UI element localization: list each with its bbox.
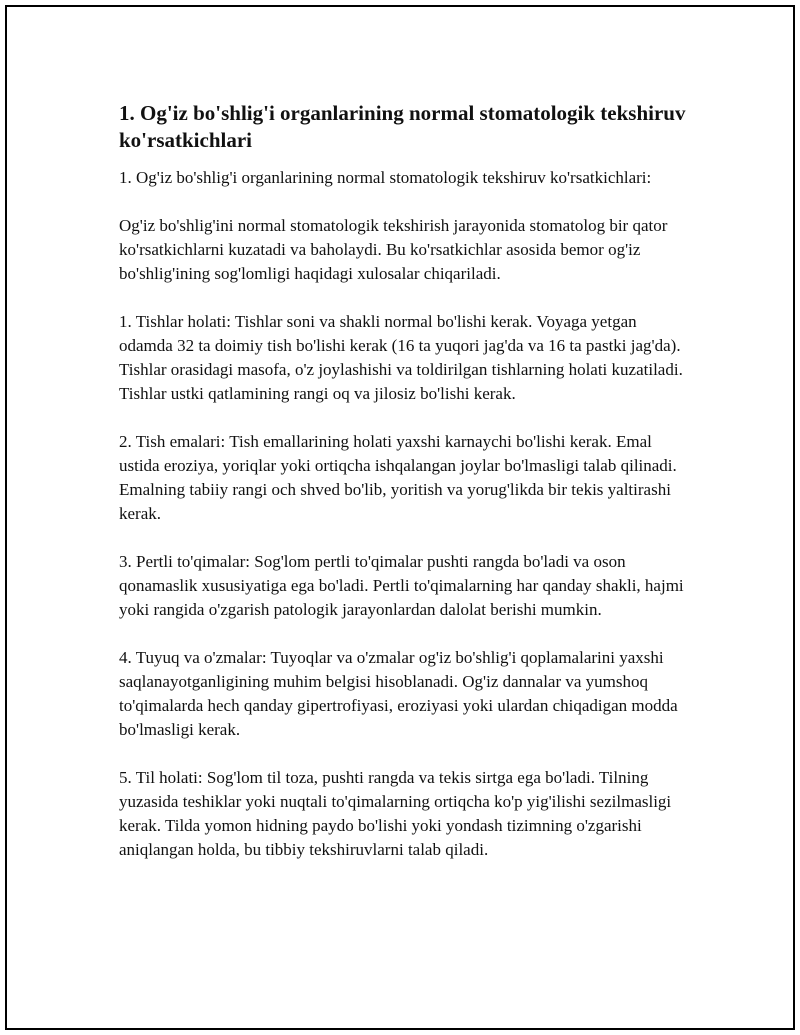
paragraph-mucosa: 4. Tuyuq va o'zmalar: Tuyoqlar va o'zmalar og'iz bo'shlig'i qoplamalarini yaxshi saqlanayotganligining muhim belgisi hisoblanadi. Og'iz dannalar va yumshoq to'qimalarda hech qanday gipertrofiyasi, eroziyasi yoki ulardan chiqadigan modda bo'lmasligi kerak.	[119, 648, 678, 739]
paragraph-teeth-condition: 1. Tishlar holati: Tishlar soni va shakli normal bo'lishi kerak. Voyaga yetgan odamda 32 ta doimiy tish bo'lishi kerak (16 ta yuqori jag'da va 16 ta pastki jag'da). Tishlar orasidagi masofa, o'z joylashishi va toldirilgan tishlarning holati kuzatiladi. Tishlar ustki qatlamining rangi oq va jilosiz bo'lishi kerak.	[119, 312, 683, 403]
paragraph-intro-heading: 1. Og'iz bo'shlig'i organlarining normal stomatologik tekshiruv ko'rsatkichlari:	[119, 168, 652, 187]
document-body	[119, 100, 694, 886]
paragraph-tongue-condition: 5. Til holati: Sog'lom til toza, pushti rangda va tekis sirtga ega bo'ladi. Tilning yuzasida teshiklar yoki nuqtali to'qimalarning ortiqcha ko'p yig'ilishi sezilmasligi kerak. Tilda yomon hidning paydo bo'lishi yoki yondash tizimning o'zgarishi aniqlangan holda, bu tibbiy tekshiruvlarni talab qiladi.	[119, 768, 672, 859]
paragraph-intro: Og'iz bo'shlig'ini normal stomatologik tekshirish jarayonida stomatolog bir qator ko'rsatkichlarni kuzatadi va baholaydi. Bu ko'rsatkichlar asosida bemor og'iz bo'shlig'ining sog'lomligi haqidagi xulosalar chiqariladi.	[119, 216, 668, 283]
page-frame	[5, 5, 795, 1030]
paragraph-gum-tissue: 3. Pertli to'qimalar: Sog'lom pertli to'qimalar pushti rangda bo'ladi va oson qonamaslik xususiyatiga ega bo'ladi. Pertli to'qimalarning har qanday shakli, hajmi yoki rangida o'zgarish patologik jarayonlardan dalolat berishi mumkin.	[119, 552, 684, 619]
document-title: 1. Og'iz bo'shlig'i organlarining normal stomatologik tekshiruv ko'rsatkichlari	[119, 101, 686, 152]
paragraph-tooth-enamel: 2. Tish emalari: Tish emallarining holati yaxshi karnaychi bo'lishi kerak. Emal ustida eroziya, yoriqlar yoki ortiqcha ishqalangan joylar bo'lmasligi talab qilinadi. Emalning tabiiy rangi och shved bo'lib, yoritish va yorug'likda bir tekis yaltirashi kerak.	[119, 432, 677, 523]
